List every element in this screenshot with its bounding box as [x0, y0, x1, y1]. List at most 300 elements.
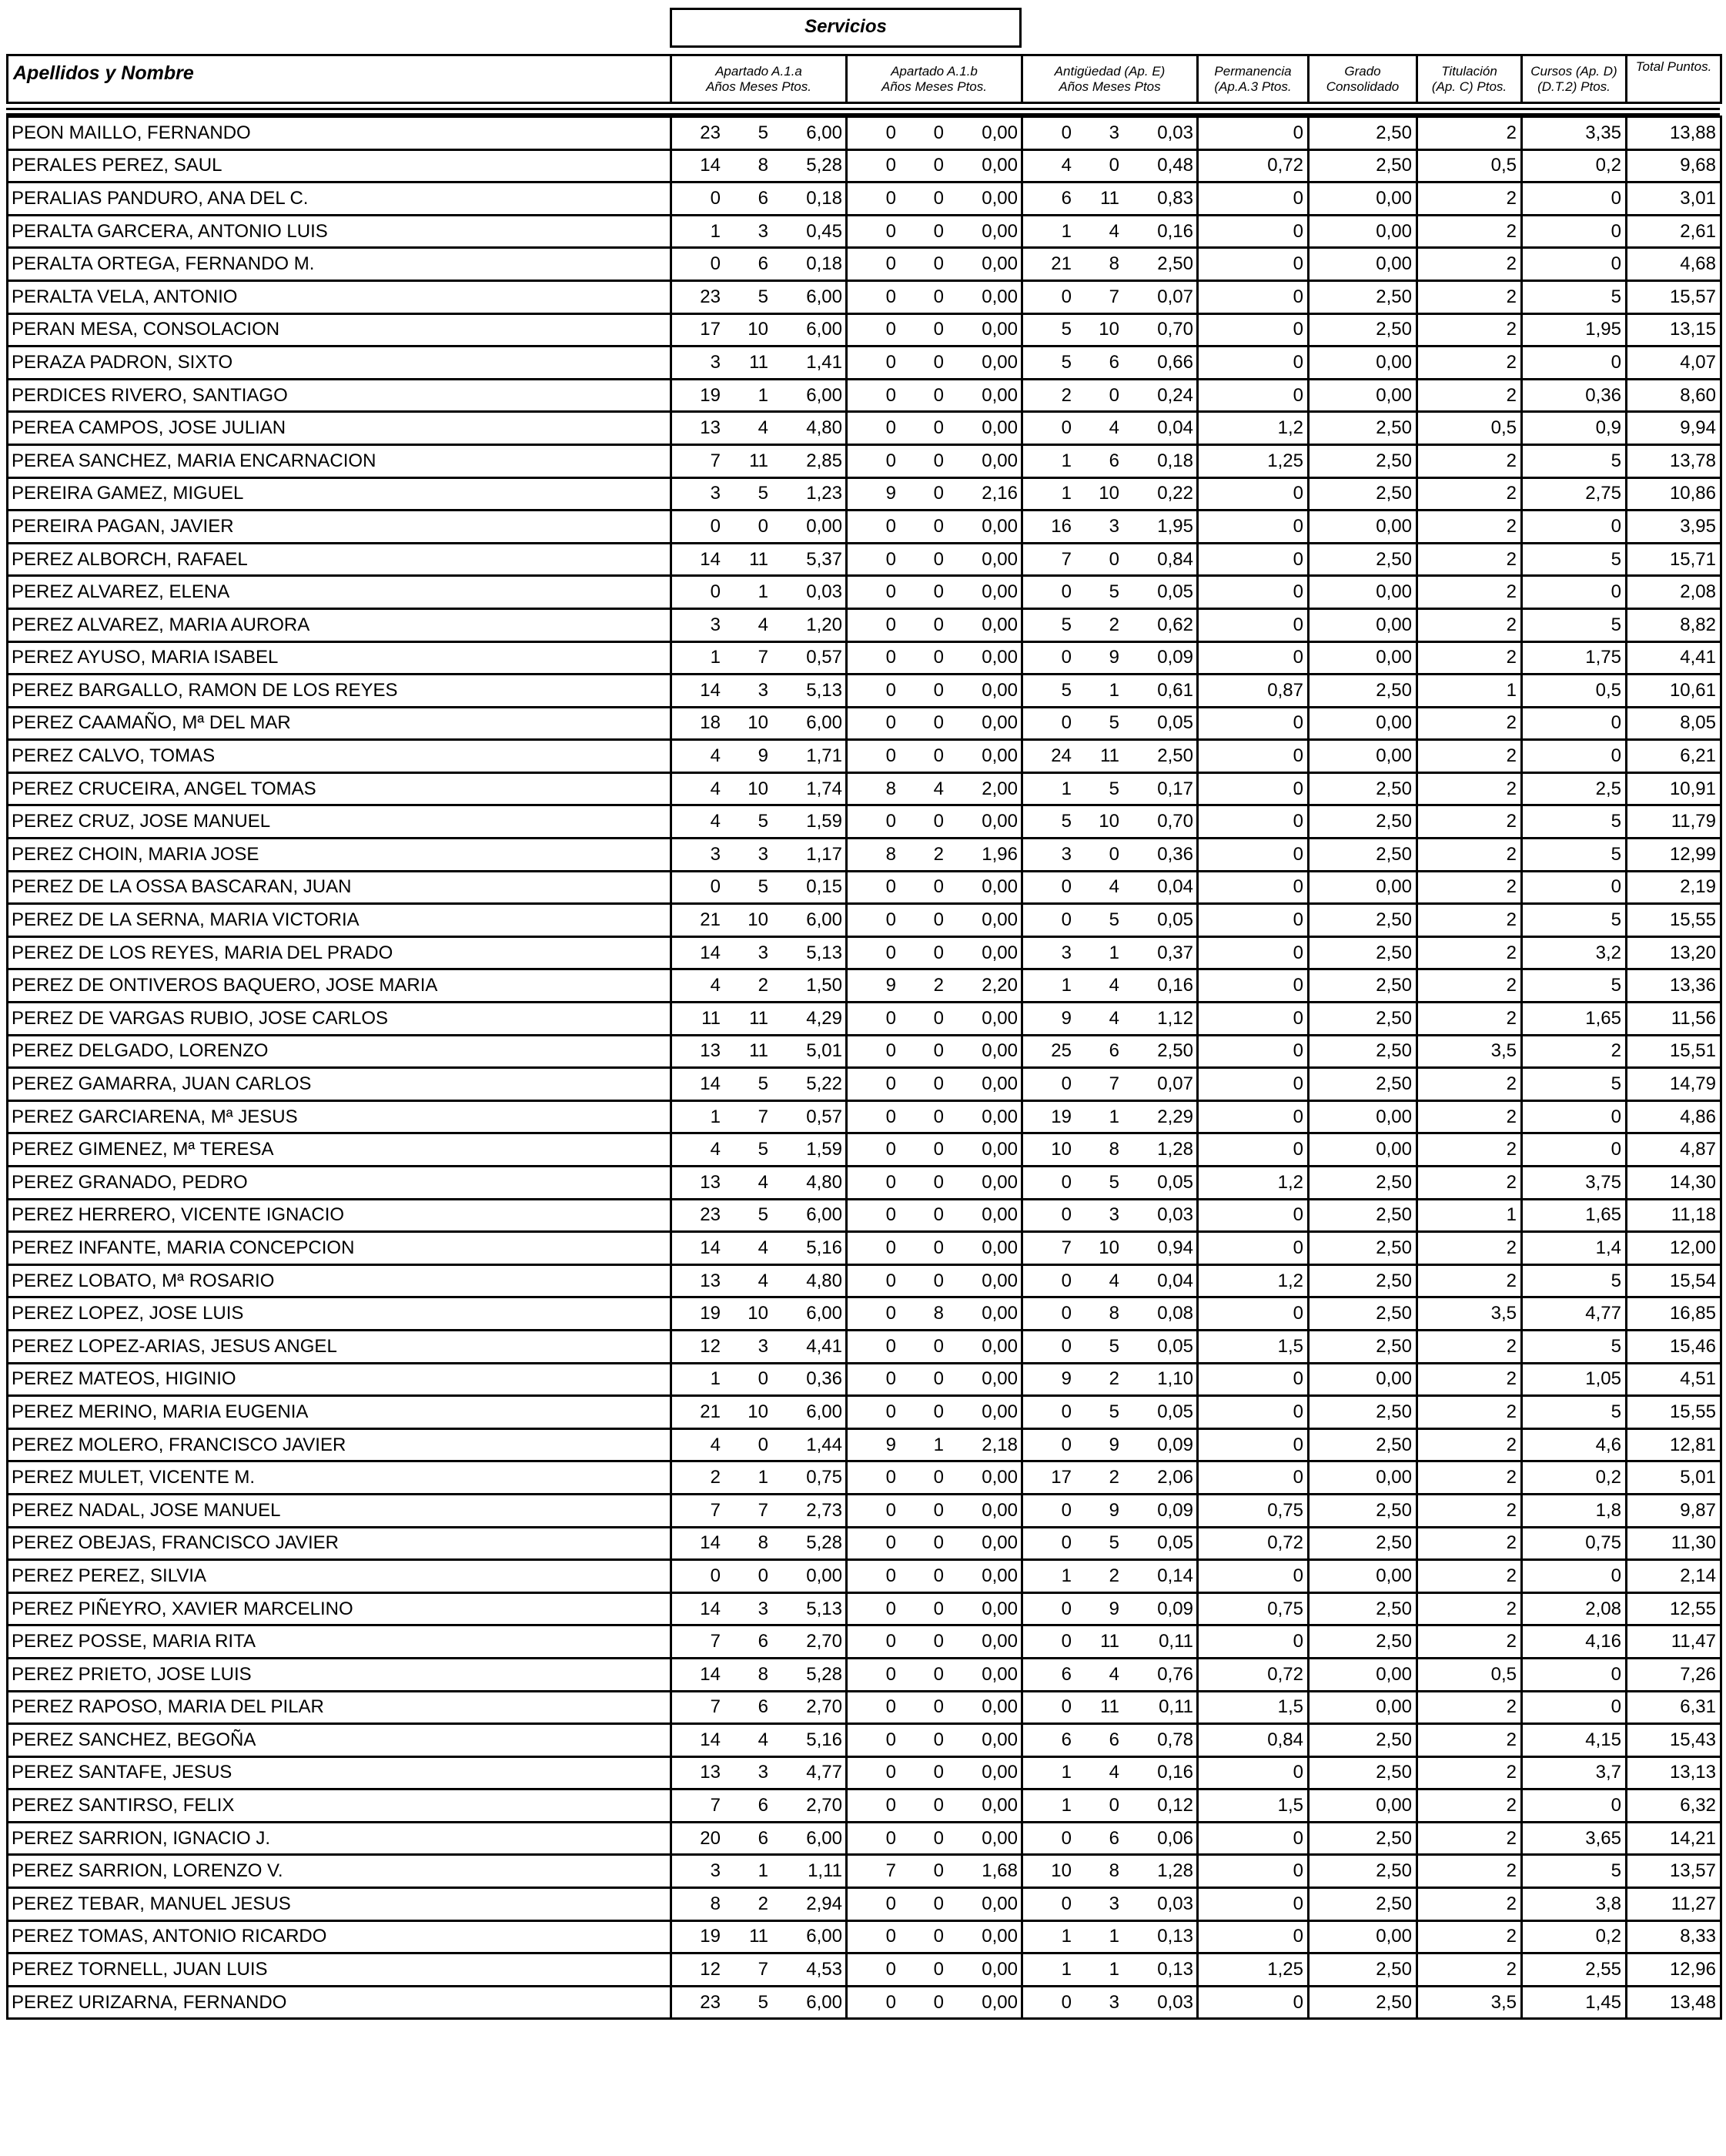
cell-antig-ptos: 0,22 [1157, 483, 1193, 504]
cell-a1b-meses: 0 [933, 450, 944, 471]
cell-grado: 2,50 [1309, 543, 1417, 576]
cell-antig [1022, 1494, 1198, 1527]
cell-a1a-anos: 3 [710, 351, 721, 373]
table-row [8, 1494, 1721, 1527]
cell-a1b-ptos: 0,00 [982, 1073, 1018, 1095]
cell-a1a-meses: 4 [758, 1270, 768, 1291]
cell-antig-meses: 4 [1109, 417, 1119, 439]
cell-a1b-meses: 0 [933, 1827, 944, 1849]
cell-total: 16,85 [1627, 1297, 1721, 1331]
cell-a1a-anos: 1 [710, 1368, 721, 1390]
table-row [8, 1428, 1721, 1461]
cell-a1a-meses: 2 [758, 1893, 768, 1914]
cell-antig-meses: 2 [1109, 1467, 1119, 1488]
cell-titulacion: 2 [1417, 1691, 1522, 1724]
cell-grado: 2,50 [1309, 1264, 1417, 1297]
cell-a1b-anos: 0 [885, 1893, 896, 1914]
cell-antig-ptos: 0,05 [1157, 1401, 1193, 1422]
cell-antig-meses: 0 [1109, 384, 1119, 406]
cell-a1a-ptos: 1,41 [806, 351, 842, 373]
cell-a1a-meses: 10 [748, 1303, 768, 1324]
cell-a1a-ptos: 4,77 [806, 1762, 842, 1783]
cell-a1b-meses: 2 [933, 975, 944, 996]
cell-a1b-meses: 0 [933, 876, 944, 898]
header-permanencia [1198, 55, 1309, 103]
cell-a1a-ptos: 5,16 [806, 1237, 842, 1258]
cell-nombre: PEON MAILLO, FERNANDO [8, 117, 671, 150]
cell-nombre: PEREA CAMPOS, JOSE JULIAN [8, 412, 671, 445]
cell-cursos: 0 [1522, 1560, 1627, 1593]
cell-a1a-meses: 5 [758, 1204, 768, 1226]
cell-antig [1022, 707, 1198, 740]
cell-grado: 0,00 [1309, 1560, 1417, 1593]
cell-antig-meses: 9 [1109, 1434, 1119, 1455]
cell-titulacion: 2 [1417, 1855, 1522, 1888]
cell-a1a-meses: 11 [749, 1040, 768, 1062]
cell-grado: 0,00 [1309, 1691, 1417, 1724]
cell-a1b-meses: 0 [933, 483, 944, 504]
cell-a1a-meses: 6 [758, 1795, 768, 1816]
cell-cursos: 5 [1522, 805, 1627, 839]
cell-total: 5,01 [1627, 1461, 1721, 1495]
cell-antig-meses: 1 [1109, 679, 1119, 701]
cell-a1b-meses: 0 [933, 351, 944, 373]
scores-table [6, 116, 1722, 2020]
cell-a1a-anos: 14 [700, 1532, 721, 1554]
cell-a1b-meses: 0 [933, 1565, 944, 1586]
cell-a1a-meses: 7 [758, 647, 768, 668]
cell-nombre: PERALES PEREZ, SAUL [8, 149, 671, 182]
cell-a1b-ptos: 2,16 [982, 483, 1018, 504]
cell-antig-meses: 2 [1109, 1368, 1119, 1390]
cell-a1b-meses: 0 [933, 220, 944, 242]
cell-titulacion: 2 [1417, 117, 1522, 150]
cell-cursos: 1,65 [1522, 1199, 1627, 1232]
cell-total: 15,51 [1627, 1035, 1721, 1068]
cell-a1b-anos: 0 [885, 1959, 896, 1980]
cell-antig-ptos: 0,70 [1157, 811, 1193, 832]
table-row [8, 772, 1721, 805]
cell-antig-meses: 0 [1109, 843, 1119, 865]
cell-a1b-ptos: 0,00 [982, 155, 1018, 176]
cell-a1b-anos: 0 [885, 319, 896, 340]
cell-a1b [847, 707, 1022, 740]
cell-a1a-meses: 6 [758, 1827, 768, 1849]
cell-antig-meses: 8 [1109, 1303, 1119, 1324]
table-row [8, 1133, 1721, 1167]
cell-nombre: PEREZ PEREZ, SILVIA [8, 1560, 671, 1593]
cell-a1a-meses: 7 [758, 1499, 768, 1521]
cell-antig-anos: 0 [1061, 1073, 1072, 1095]
cell-antig [1022, 772, 1198, 805]
cell-antig-meses: 11 [1100, 745, 1119, 767]
cell-antig-anos: 0 [1061, 1598, 1072, 1619]
cell-a1b-ptos: 0,00 [982, 1467, 1018, 1488]
cell-titulacion: 2 [1417, 805, 1522, 839]
cell-antig-ptos: 0,17 [1157, 778, 1193, 799]
cell-total: 2,14 [1627, 1560, 1721, 1593]
cell-cursos: 0 [1522, 346, 1627, 380]
cell-antig-ptos: 0,24 [1157, 384, 1193, 406]
cell-total: 11,27 [1627, 1888, 1721, 1921]
cell-permanencia: 0 [1198, 839, 1309, 872]
cell-a1b-ptos: 0,00 [982, 220, 1018, 242]
cell-permanencia: 0 [1198, 740, 1309, 773]
cell-antig-ptos: 0,06 [1157, 1827, 1193, 1849]
cell-a1b-meses: 0 [933, 1171, 944, 1193]
cell-permanencia: 0 [1198, 1888, 1309, 1921]
cell-a1b-ptos: 0,00 [982, 319, 1018, 340]
cell-antig-anos: 0 [1061, 1827, 1072, 1849]
cell-a1b-meses: 0 [933, 1532, 944, 1554]
cell-cursos: 5 [1522, 543, 1627, 576]
cell-antig-meses: 5 [1109, 712, 1119, 734]
cell-permanencia: 0 [1198, 182, 1309, 216]
cell-cursos: 1,45 [1522, 1986, 1627, 2019]
cell-nombre: PEREZ DE ONTIVEROS BAQUERO, JOSE MARIA [8, 969, 671, 1003]
cell-titulacion: 2 [1417, 1494, 1522, 1527]
cell-a1a-anos: 14 [700, 1663, 721, 1685]
cell-permanencia: 0 [1198, 936, 1309, 969]
cell-a1a-anos: 7 [710, 1795, 721, 1816]
cell-grado: 2,50 [1309, 1068, 1417, 1101]
cell-grado: 2,50 [1309, 1428, 1417, 1461]
cell-a1a-meses: 1 [758, 384, 768, 406]
cell-a1a-anos: 13 [700, 1040, 721, 1062]
cell-a1a-meses: 4 [758, 1729, 768, 1750]
cell-a1a-ptos: 5,13 [806, 1598, 842, 1619]
cell-total: 4,07 [1627, 346, 1721, 380]
cell-a1b [847, 543, 1022, 576]
cell-nombre: PEREZ SANTIRSO, FELIX [8, 1789, 671, 1823]
cell-a1b [847, 1494, 1022, 1527]
cell-a1b-anos: 8 [885, 843, 896, 865]
cell-a1a-anos: 3 [710, 483, 721, 504]
cell-a1b-ptos: 0,00 [982, 1040, 1018, 1062]
cell-a1b-anos: 0 [885, 1139, 896, 1160]
cell-a1b-anos: 0 [885, 1040, 896, 1062]
cell-a1a-ptos: 2,70 [806, 1696, 842, 1718]
cell-a1b-ptos: 1,96 [982, 843, 1018, 865]
cell-a1b-meses: 0 [933, 1631, 944, 1652]
cell-nombre: PEREZ SARRION, LORENZO V. [8, 1855, 671, 1888]
cell-antig-meses: 9 [1109, 1598, 1119, 1619]
cell-a1a [671, 1789, 847, 1823]
cell-antig-meses: 5 [1109, 581, 1119, 603]
cell-cursos: 5 [1522, 444, 1627, 477]
cell-total: 12,99 [1627, 839, 1721, 872]
cell-antig [1022, 936, 1198, 969]
cell-a1a [671, 1363, 847, 1396]
cell-antig-meses: 4 [1109, 1007, 1119, 1029]
cell-antig-ptos: 2,29 [1157, 1106, 1193, 1127]
cell-antig-meses: 7 [1109, 1073, 1119, 1095]
cell-a1b-meses: 0 [933, 187, 944, 209]
cell-a1b [847, 1953, 1022, 1987]
cell-a1a-meses: 11 [749, 548, 768, 570]
cell-a1a-ptos: 4,80 [806, 417, 842, 439]
cell-antig-ptos: 0,05 [1157, 712, 1193, 734]
cell-a1a-anos: 17 [700, 319, 721, 340]
cell-a1b-ptos: 0,00 [982, 1499, 1018, 1521]
cell-antig [1022, 477, 1198, 511]
cell-a1a-anos: 14 [700, 679, 721, 701]
cell-a1b-anos: 0 [885, 1401, 896, 1422]
cell-antig [1022, 1167, 1198, 1200]
cell-a1b-ptos: 0,00 [982, 1171, 1018, 1193]
cell-nombre: PEREZ CRUCEIRA, ANGEL TOMAS [8, 772, 671, 805]
cell-a1b-meses: 0 [933, 1368, 944, 1390]
cell-a1b [847, 313, 1022, 346]
cell-antig-ptos: 0,09 [1157, 1499, 1193, 1521]
cell-titulacion: 2 [1417, 1527, 1522, 1560]
cell-a1a-anos: 11 [701, 1007, 721, 1029]
cell-antig-anos: 0 [1061, 122, 1072, 143]
cell-a1b-anos: 0 [885, 1663, 896, 1685]
cell-total: 13,88 [1627, 117, 1721, 150]
cell-a1b-ptos: 0,00 [982, 1827, 1018, 1849]
cell-total: 13,78 [1627, 444, 1721, 477]
cell-grado: 2,50 [1309, 1724, 1417, 1757]
cell-nombre: PEREZ POSSE, MARIA RITA [8, 1625, 671, 1659]
cell-a1a-meses: 3 [758, 1762, 768, 1783]
cell-antig-ptos: 0,37 [1157, 942, 1193, 963]
cell-permanencia: 0 [1198, 1920, 1309, 1953]
cell-a1b-ptos: 0,00 [982, 909, 1018, 931]
cell-a1a-anos: 13 [700, 1171, 721, 1193]
cell-antig [1022, 1691, 1198, 1724]
cell-nombre: PEREZ DE VARGAS RUBIO, JOSE CARLOS [8, 1003, 671, 1036]
cell-total: 12,55 [1627, 1592, 1721, 1625]
header-antig-line1: Antigüedad (Ap. E) [1054, 63, 1166, 79]
cell-permanencia: 0 [1198, 280, 1309, 313]
cell-total: 4,41 [1627, 641, 1721, 675]
cell-a1b-meses: 0 [933, 1106, 944, 1127]
cell-permanencia: 1,2 [1198, 1264, 1309, 1297]
cell-total: 4,86 [1627, 1100, 1721, 1133]
cell-cursos: 5 [1522, 280, 1627, 313]
table-row [8, 543, 1721, 576]
cell-nombre: PEREZ TOMAS, ANTONIO RICARDO [8, 1920, 671, 1953]
cell-antig-meses: 3 [1109, 1204, 1119, 1226]
cell-a1a-ptos: 1,20 [806, 614, 842, 635]
header-antiguedad [1022, 55, 1198, 103]
cell-antig [1022, 1133, 1198, 1167]
cell-a1b-ptos: 0,00 [982, 515, 1018, 537]
cell-antig-anos: 0 [1061, 581, 1072, 603]
cell-antig-anos: 1 [1061, 975, 1072, 996]
cell-antig-meses: 4 [1109, 1270, 1119, 1291]
cell-a1b-anos: 0 [885, 384, 896, 406]
cell-a1b-anos: 0 [885, 1762, 896, 1783]
cell-a1b-meses: 0 [933, 745, 944, 767]
table-row [8, 1330, 1721, 1363]
table-row [8, 1953, 1721, 1987]
cell-grado: 2,50 [1309, 1035, 1417, 1068]
cell-antig-anos: 1 [1061, 450, 1072, 471]
cell-nombre: PEREZ HERRERO, VICENTE IGNACIO [8, 1199, 671, 1232]
cell-a1a-ptos: 1,11 [808, 1860, 842, 1882]
cell-cursos: 5 [1522, 608, 1627, 641]
cell-a1b-meses: 0 [933, 942, 944, 963]
cell-antig-anos: 1 [1061, 1565, 1072, 1586]
cell-total: 2,08 [1627, 576, 1721, 609]
cell-nombre: PEREZ SARRION, IGNACIO J. [8, 1822, 671, 1855]
cell-a1a [671, 805, 847, 839]
cell-a1b [847, 1592, 1022, 1625]
cell-titulacion: 2 [1417, 969, 1522, 1003]
cell-a1b [847, 805, 1022, 839]
cell-permanencia: 0 [1198, 608, 1309, 641]
cell-a1a-anos: 8 [710, 1893, 721, 1914]
cell-a1b-meses: 0 [933, 1860, 944, 1882]
cell-antig-ptos: 0,16 [1157, 975, 1193, 996]
cell-cursos: 5 [1522, 969, 1627, 1003]
cell-a1a-meses: 3 [758, 679, 768, 701]
cell-antig-ptos: 2,06 [1157, 1467, 1193, 1488]
cell-a1a [671, 1003, 847, 1036]
cell-grado: 2,50 [1309, 412, 1417, 445]
cell-antig-meses: 7 [1109, 286, 1119, 307]
cell-permanencia: 0 [1198, 1560, 1309, 1593]
cell-cursos: 0 [1522, 1691, 1627, 1724]
cell-titulacion: 2 [1417, 608, 1522, 641]
cell-a1a [671, 1199, 847, 1232]
cell-cursos: 0,2 [1522, 1920, 1627, 1953]
cell-nombre: PEREZ URIZARNA, FERNANDO [8, 1986, 671, 2019]
cell-grado: 0,00 [1309, 248, 1417, 281]
cell-a1a-ptos: 0,36 [806, 1368, 842, 1390]
cell-permanencia: 0 [1198, 1625, 1309, 1659]
cell-a1b-meses: 0 [933, 548, 944, 570]
cell-nombre: PEREZ DELGADO, LORENZO [8, 1035, 671, 1068]
cell-antig [1022, 805, 1198, 839]
cell-a1a-ptos: 5,13 [806, 679, 842, 701]
cell-titulacion: 2 [1417, 215, 1522, 248]
cell-antig-meses: 0 [1109, 1795, 1119, 1816]
cell-antig [1022, 871, 1198, 904]
cell-a1a-meses: 1 [758, 1467, 768, 1488]
cell-a1a-ptos: 1,59 [806, 1139, 842, 1160]
cell-a1a [671, 1527, 847, 1560]
cell-titulacion: 3,5 [1417, 1297, 1522, 1331]
cell-antig-anos: 6 [1061, 187, 1072, 209]
cell-cursos: 3,7 [1522, 1756, 1627, 1789]
cell-a1b-ptos: 0,00 [982, 1696, 1018, 1718]
cell-a1a-meses: 1 [758, 581, 768, 603]
table-row [8, 839, 1721, 872]
cell-grado: 2,50 [1309, 772, 1417, 805]
cell-a1b-anos: 0 [885, 942, 896, 963]
cell-a1b-ptos: 0,00 [982, 942, 1018, 963]
cell-total: 8,60 [1627, 379, 1721, 412]
table-row [8, 280, 1721, 313]
cell-grado: 2,50 [1309, 1756, 1417, 1789]
cell-antig-ptos: 0,66 [1157, 351, 1193, 373]
cell-a1b-ptos: 0,00 [982, 1729, 1018, 1750]
cell-antig-meses: 1 [1109, 1926, 1119, 1947]
cell-titulacion: 2 [1417, 1724, 1522, 1757]
header-total-line1: Total Puntos. [1635, 59, 1712, 74]
cell-a1b-anos: 0 [885, 515, 896, 537]
cell-titulacion: 2 [1417, 444, 1522, 477]
cell-a1a [671, 1035, 847, 1068]
cell-a1a-meses: 11 [749, 1926, 768, 1947]
header-antig-line2: Años Meses Ptos [1059, 79, 1161, 94]
cell-permanencia: 1,2 [1198, 412, 1309, 445]
cell-nombre: PERALIAS PANDURO, ANA DEL C. [8, 182, 671, 216]
cell-antig-ptos: 0,05 [1157, 1532, 1193, 1554]
cell-a1a-meses: 11 [749, 1007, 768, 1029]
cell-titulacion: 2 [1417, 1363, 1522, 1396]
cell-antig [1022, 313, 1198, 346]
cell-antig-anos: 0 [1061, 909, 1072, 931]
cell-antig-anos: 0 [1061, 286, 1072, 307]
cell-permanencia: 0 [1198, 543, 1309, 576]
cell-a1b-ptos: 0,00 [982, 1565, 1018, 1586]
cell-antig-ptos: 0,18 [1157, 450, 1193, 471]
cell-a1b-ptos: 0,00 [982, 647, 1018, 668]
table-row [8, 740, 1721, 773]
cell-antig-meses: 11 [1100, 187, 1119, 209]
cell-permanencia: 1,5 [1198, 1789, 1309, 1823]
cell-titulacion: 2 [1417, 1100, 1522, 1133]
cell-grado: 2,50 [1309, 805, 1417, 839]
cell-antig [1022, 1888, 1198, 1921]
cell-a1a [671, 1724, 847, 1757]
cell-antig [1022, 1396, 1198, 1429]
cell-a1b-anos: 0 [885, 1007, 896, 1029]
cell-a1a-ptos: 6,00 [806, 1204, 842, 1226]
cell-antig-meses: 6 [1109, 450, 1119, 471]
cell-nombre: PEREZ PRIETO, JOSE LUIS [8, 1658, 671, 1691]
cell-total: 6,32 [1627, 1789, 1721, 1823]
cell-titulacion: 2 [1417, 1560, 1522, 1593]
cell-a1a-anos: 14 [700, 942, 721, 963]
cell-a1b [847, 1461, 1022, 1495]
cell-antig-anos: 16 [1051, 515, 1072, 537]
header-a1a-line2: Años Meses Ptos. [705, 79, 811, 94]
header-apartado-a1b [847, 55, 1022, 103]
header-perm-line1: Permanencia [1214, 63, 1292, 79]
cell-cursos: 0 [1522, 871, 1627, 904]
cell-a1b-meses: 0 [933, 122, 944, 143]
table-row [8, 215, 1721, 248]
cell-a1a-anos: 4 [710, 975, 721, 996]
cell-a1a [671, 1920, 847, 1953]
cell-a1a-anos: 14 [700, 1598, 721, 1619]
cell-antig [1022, 248, 1198, 281]
cell-grado: 2,50 [1309, 1494, 1417, 1527]
cell-cursos: 1,65 [1522, 1003, 1627, 1036]
cell-a1a-ptos: 6,00 [806, 1991, 842, 2013]
cell-total: 2,61 [1627, 215, 1721, 248]
cell-a1a [671, 675, 847, 708]
cell-nombre: PEREA SANCHEZ, MARIA ENCARNACION [8, 444, 671, 477]
cell-a1b-meses: 0 [933, 384, 944, 406]
cell-a1a-ptos: 6,00 [806, 1926, 842, 1947]
cell-a1b-meses: 0 [933, 1663, 944, 1685]
cell-a1b [847, 1527, 1022, 1560]
header-a1b-line2: Años Meses Ptos. [881, 79, 987, 94]
cell-a1a-anos: 0 [710, 187, 721, 209]
cell-antig [1022, 1461, 1198, 1495]
cell-a1b-meses: 0 [933, 1237, 944, 1258]
cell-titulacion: 2 [1417, 1461, 1522, 1495]
cell-nombre: PEREZ ALBORCH, RAFAEL [8, 543, 671, 576]
cell-a1a-meses: 5 [758, 1073, 768, 1095]
cell-a1b [847, 576, 1022, 609]
